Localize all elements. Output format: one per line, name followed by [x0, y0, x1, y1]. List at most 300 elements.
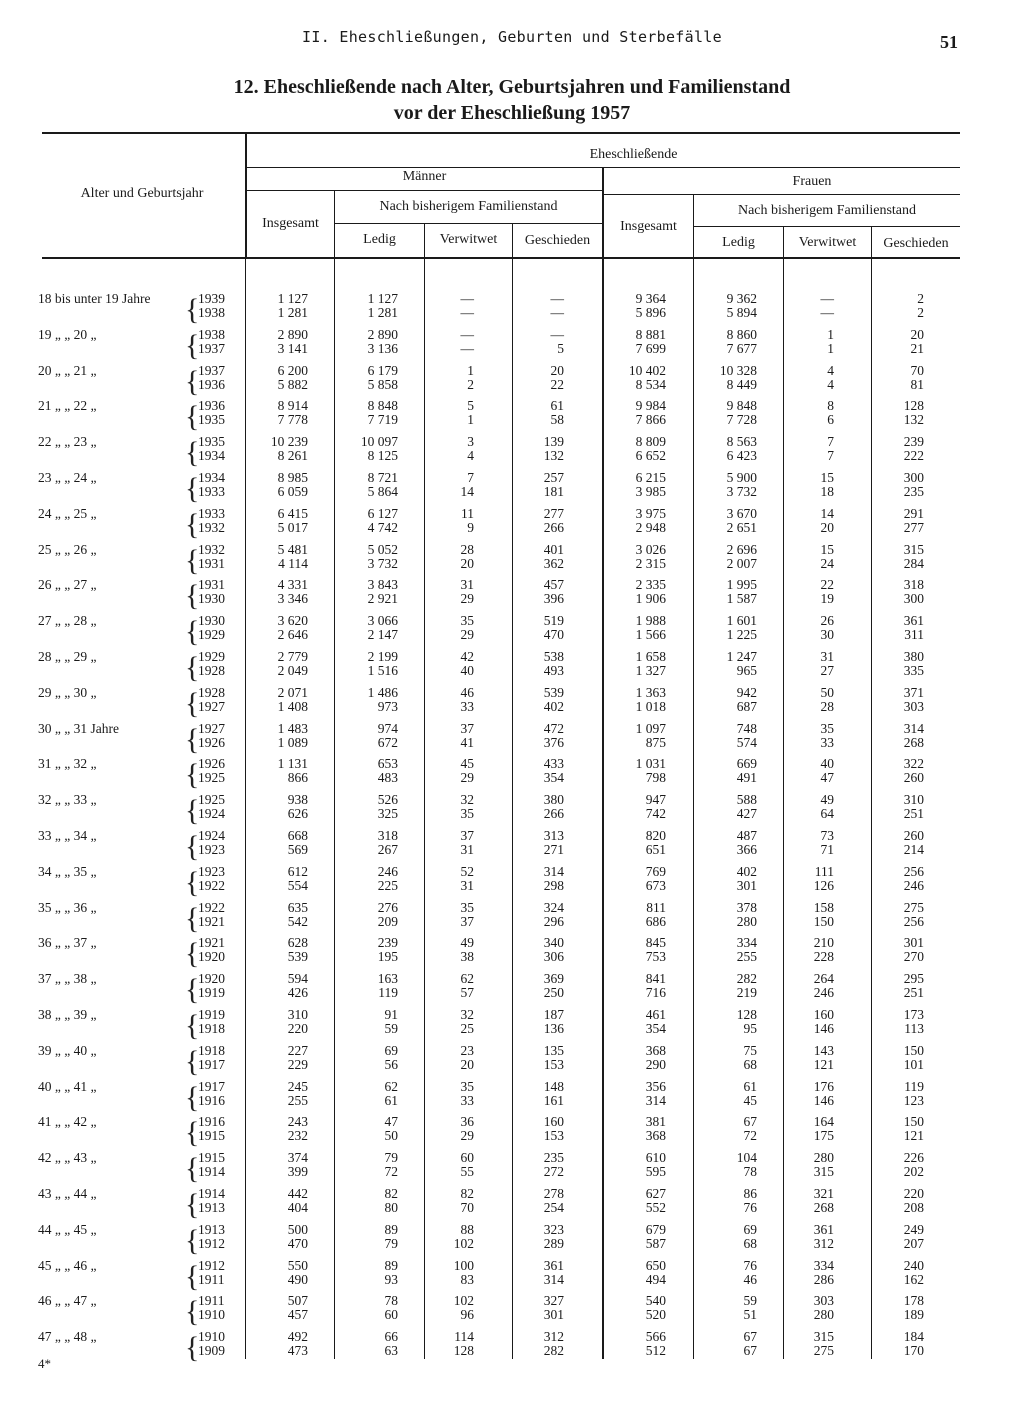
women-widowed-cell: 361 [813, 1221, 834, 1237]
men-total-cell: 3 346 [277, 591, 308, 607]
women-single-cell: 280 [736, 913, 757, 929]
women-single-cell: 748 [736, 720, 757, 736]
birth-year: 1926 [198, 756, 225, 772]
women-divorced-cell: 380 [903, 649, 924, 664]
men-total-cell: 470 [287, 1235, 308, 1251]
men-divorced-cell: 139 [543, 434, 564, 450]
table-row [0, 686, 1024, 722]
birth-year: 1909 [198, 1343, 225, 1359]
men-underline [247, 190, 602, 191]
top-rule [42, 132, 960, 134]
women-total-cell: 540 [645, 1293, 666, 1309]
men-single-cell: 89 [384, 1257, 398, 1273]
men-widowed-cell: 20 [460, 555, 474, 571]
women-single-cell: 10 328 [719, 362, 757, 378]
women-divorced-cell: 361 [903, 613, 924, 629]
women-widowed-cell: 28 [820, 698, 834, 714]
birth-year: 1922 [198, 899, 225, 915]
men-widowed-cell: 35 [460, 899, 474, 915]
table-row [0, 1294, 1024, 1330]
women-single-cell: 491 [736, 770, 757, 786]
men-single-cell: 195 [377, 949, 398, 965]
women-header: Frauen [792, 174, 832, 189]
women-total-cell: 595 [645, 1164, 666, 1180]
birth-year: 1923 [198, 863, 225, 879]
men-widowed-cell: 1 [467, 412, 474, 428]
men-divorced-cell: 22 [550, 376, 564, 392]
men-widowed-cell: 7 [467, 470, 474, 485]
men-widowed-cell: 38 [460, 949, 474, 965]
age-label: 32 „ „ 33 „ [38, 792, 97, 808]
women-divorced-cell: 249 [903, 1221, 924, 1237]
women-total-cell: 1 327 [635, 663, 666, 678]
age-label: 27 „ „ 28 „ [38, 613, 97, 629]
birth-year: 1937 [198, 340, 225, 356]
men-single-cell: 50 [384, 1128, 398, 1144]
age-label: 19 „ „ 20 „ [38, 326, 97, 342]
men-total-cell: 399 [287, 1164, 308, 1180]
women-divorced-cell: 310 [903, 792, 924, 808]
women-single-cell: 3 670 [726, 505, 757, 521]
women-divorced-cell: 300 [903, 591, 924, 607]
men-widowed-cell: 37 [460, 720, 474, 736]
table-row [0, 507, 1024, 543]
women-widowed-cell: 280 [813, 1150, 834, 1166]
women-widowed-cell: 8 [827, 398, 834, 414]
women-divorced-cell: 322 [903, 756, 924, 772]
men-divorced-cell: 250 [543, 985, 564, 1001]
birth-year: 1910 [198, 1307, 225, 1323]
men-widowed-cell: 14 [460, 484, 474, 499]
women-widowed-cell: 264 [813, 971, 834, 987]
women-total-cell: 610 [645, 1150, 666, 1166]
women-single-cell: 427 [736, 806, 757, 822]
men-total-cell: 6 059 [277, 484, 308, 499]
men-total-cell: 2 071 [277, 684, 308, 700]
women-total-cell: 5 896 [635, 305, 666, 320]
men-single-cell: 60 [384, 1307, 398, 1323]
men-widowed-cell: 2 [467, 376, 474, 392]
brace-glyph: { [185, 1223, 200, 1257]
women-single-cell: 942 [736, 684, 757, 700]
birth-year: 1929 [198, 649, 225, 664]
women-widowed-cell: 158 [813, 899, 834, 915]
women-single-cell: 669 [736, 756, 757, 772]
table-row [0, 865, 1024, 901]
women-single-cell: 72 [743, 1128, 757, 1144]
men-divorced-cell: 402 [543, 698, 564, 714]
brace-glyph: { [185, 615, 200, 649]
brace-glyph: { [185, 400, 200, 434]
age-label: 41 „ „ 42 „ [38, 1114, 97, 1130]
women-status-header: Nach bisherigem Familienstand [737, 203, 917, 218]
women-widowed-cell: 143 [813, 1042, 834, 1058]
women-single-cell: 378 [736, 899, 757, 915]
brace-glyph: { [185, 794, 200, 828]
men-single-cell: 1 127 [367, 291, 398, 306]
birth-year: 1917 [198, 1056, 225, 1072]
men-widowed-cell: 45 [460, 756, 474, 772]
age-label: 34 „ „ 35 „ [38, 863, 97, 879]
women-divorced-cell: 70 [910, 362, 924, 378]
age-label: 28 „ „ 29 „ [38, 649, 97, 664]
birth-year: 1924 [198, 806, 225, 822]
table-row [0, 972, 1024, 1008]
women-total-cell: 1 018 [635, 698, 666, 714]
birth-year: 1925 [198, 770, 225, 786]
men-single-cell: 2 890 [367, 326, 398, 342]
men-total-cell: 594 [287, 971, 308, 987]
women-total-cell: 1 097 [635, 720, 666, 736]
table-row [0, 936, 1024, 972]
men-widowed-cell: 3 [467, 434, 474, 450]
men-total-cell: 227 [287, 1042, 308, 1058]
men-single-cell: 93 [384, 1271, 398, 1287]
men-widowed-cell: 29 [460, 591, 474, 607]
men-widowed-cell: 62 [460, 971, 474, 987]
age-label: 18 bis unter 19 Jahre [38, 291, 151, 306]
birth-year: 1928 [198, 684, 225, 700]
age-label: 33 „ „ 34 „ [38, 828, 97, 843]
women-divorced-cell: 202 [903, 1164, 924, 1180]
women-single-cell: 255 [736, 949, 757, 965]
men-total-cell: 1 089 [277, 734, 308, 750]
women-total-cell: 6 652 [635, 448, 666, 464]
women-divorced-cell: 246 [903, 877, 924, 893]
men-total-cell: 5 481 [277, 541, 308, 557]
birth-year: 1935 [198, 412, 225, 428]
women-single-cell: 965 [736, 663, 757, 678]
men-widowed-cell: 35 [460, 806, 474, 822]
brace-glyph: { [185, 1116, 200, 1150]
women-divorced-cell: 208 [903, 1200, 924, 1215]
women-total-cell: 3 985 [635, 484, 666, 499]
birth-year: 1921 [198, 913, 225, 929]
women-total-cell: 552 [645, 1200, 666, 1215]
women-divorced-cell: 101 [903, 1056, 924, 1072]
age-label: 30 „ „ 31 Jahre [38, 720, 119, 736]
women-divorced-cell: 284 [903, 555, 924, 571]
men-divorced-cell: 396 [543, 591, 564, 607]
women-single-cell: 86 [743, 1186, 757, 1201]
women-total-cell: 520 [645, 1307, 666, 1323]
women-single-cell: 1 587 [726, 591, 757, 607]
women-divorced-cell: 235 [903, 484, 924, 499]
women-divorced-cell: 295 [903, 971, 924, 987]
women-divorced-cell: 301 [903, 935, 924, 951]
men-widowed-cell: 52 [460, 863, 474, 879]
women-widowed-cell: 30 [820, 627, 834, 643]
birth-year: 1933 [198, 484, 225, 499]
men-single-cell: 239 [377, 935, 398, 951]
women-widowed-cell: 160 [813, 1007, 834, 1022]
age-label: 24 „ „ 25 „ [38, 505, 97, 521]
men-divorced-cell: 136 [543, 1021, 564, 1036]
men-widowed-cell: 83 [460, 1271, 474, 1287]
women-single-cell: 366 [736, 842, 757, 857]
women-widowed-cell: 7 [827, 448, 834, 464]
men-divorced-cell: 278 [543, 1186, 564, 1201]
birth-year: 1939 [198, 291, 225, 306]
women-divorced-cell: 251 [903, 985, 924, 1001]
birth-year: 1911 [198, 1293, 225, 1309]
birth-year: 1914 [198, 1164, 225, 1180]
men-widowed-cell: 96 [460, 1307, 474, 1323]
men-single-cell: 5 052 [367, 541, 398, 557]
men-single-cell: 225 [377, 877, 398, 893]
women-total-cell: 947 [645, 792, 666, 808]
men-single-cell: 526 [377, 792, 398, 808]
birth-year: 1914 [198, 1186, 225, 1201]
birth-year: 1920 [198, 971, 225, 987]
men-widowed-cell: 31 [460, 577, 474, 593]
women-divorced-cell: 178 [903, 1293, 924, 1309]
women-divorced-cell: 123 [903, 1092, 924, 1108]
women-divorced-cell: 121 [903, 1128, 924, 1144]
women-total-cell: 356 [645, 1078, 666, 1094]
age-label: 40 „ „ 41 „ [38, 1078, 97, 1094]
men-widowed-cell: 102 [453, 1293, 474, 1309]
men-single-cell: 82 [384, 1186, 398, 1201]
women-total-cell: 1 988 [635, 613, 666, 629]
men-total-cell: 426 [287, 985, 308, 1001]
men-widowed-cell: 42 [460, 649, 474, 664]
women-divorced-cell: 256 [903, 863, 924, 879]
birth-year: 1912 [198, 1257, 225, 1273]
women-single-cell: 67 [743, 1343, 757, 1359]
age-label: 35 „ „ 36 „ [38, 899, 97, 915]
brace-glyph: { [185, 1188, 200, 1221]
men-single-cell: 5 864 [367, 484, 398, 499]
women-total-cell: 2 315 [635, 555, 666, 571]
women-widowed-cell: 40 [820, 756, 834, 772]
men-total-cell: 500 [287, 1221, 308, 1237]
men-divorced-cell: 257 [543, 470, 564, 485]
men-widowed-cell: 57 [460, 985, 474, 1001]
table-row [0, 1223, 1024, 1259]
women-single-cell: 46 [743, 1271, 757, 1287]
men-divorced-cell: 277 [543, 505, 564, 521]
women-total-cell: 6 215 [635, 470, 666, 485]
women-single-cell: 334 [736, 935, 757, 951]
men-widowed-cell: 37 [460, 828, 474, 843]
men-total-cell: 8 985 [277, 470, 308, 485]
men-total-cell: 3 620 [277, 613, 308, 629]
women-divorced-cell: 207 [903, 1235, 924, 1251]
women-total-cell: 8 809 [635, 434, 666, 450]
table-row [0, 1115, 1024, 1151]
birth-year: 1913 [198, 1200, 225, 1215]
age-label: 25 „ „ 26 „ [38, 541, 97, 557]
women-widowed-cell: 35 [820, 720, 834, 736]
age-label: 44 „ „ 45 „ [38, 1221, 97, 1237]
men-single-cell: 10 097 [360, 434, 398, 450]
men-divorced-cell: 272 [543, 1164, 564, 1180]
men-divorced-cell: 148 [543, 1078, 564, 1094]
women-divorced-cell: 220 [903, 1186, 924, 1201]
men-divorced-cell: 312 [543, 1329, 564, 1345]
women-widowed-cell: 315 [813, 1329, 834, 1345]
birth-year: 1921 [198, 935, 225, 951]
men-total-cell: 374 [287, 1150, 308, 1166]
birth-year: 1931 [198, 577, 225, 593]
women-divorced-cell: 260 [903, 770, 924, 786]
men-single-cell: 4 742 [367, 519, 398, 535]
age-label: 22 „ „ 23 „ [38, 434, 97, 450]
age-label: 37 „ „ 38 „ [38, 971, 97, 987]
women-widowed-cell: 111 [814, 863, 834, 879]
men-divorced-cell: 369 [543, 971, 564, 987]
men-widowed-cell: — [460, 326, 474, 342]
women-divorced-cell: 2 [917, 291, 924, 306]
birth-year: 1912 [198, 1235, 225, 1251]
birth-year: 1915 [198, 1150, 225, 1166]
birth-year: 1915 [198, 1128, 225, 1144]
women-divorced-cell: 170 [903, 1343, 924, 1359]
birth-year: 1920 [198, 949, 225, 965]
men-divorced-cell: 271 [543, 842, 564, 857]
women-single-cell: 219 [736, 985, 757, 1001]
men-divorced-cell: 470 [543, 627, 564, 643]
men-total-cell: 4 331 [277, 577, 308, 593]
women-widowed-cell: 164 [813, 1114, 834, 1130]
men-total-cell: 7 778 [277, 412, 308, 428]
table-title-line1: 12. Eheschließende nach Alter, Geburtsjahren und Familienstand [233, 76, 791, 98]
age-label: 47 „ „ 48 „ [38, 1329, 97, 1345]
men-total-cell: 2 646 [277, 627, 308, 643]
men-widowed-cell: 88 [460, 1221, 474, 1237]
men-divorced-cell: 296 [543, 913, 564, 929]
women-single-cell: 59 [743, 1293, 757, 1309]
men-divorced-cell: 266 [543, 806, 564, 822]
brace-glyph: { [185, 1009, 200, 1042]
women-total-cell: 820 [645, 828, 666, 843]
women-divorced-cell: 162 [903, 1271, 924, 1287]
women-total-cell: 673 [645, 877, 666, 893]
men-total-cell: 457 [287, 1307, 308, 1323]
women-total-cell: 1 566 [635, 627, 666, 643]
birth-year: 1919 [198, 985, 225, 1001]
women-single-cell: 5 894 [726, 305, 757, 320]
women-widowed-cell: 33 [820, 734, 834, 750]
men-divorced-cell: 5 [557, 340, 564, 356]
women-divorced-cell: 256 [903, 913, 924, 929]
birth-year: 1931 [198, 555, 225, 571]
women-divorced-cell: 335 [903, 663, 924, 678]
age-label: 20 „ „ 21 „ [38, 362, 97, 378]
men-single-cell: 7 719 [367, 412, 398, 428]
age-label: 36 „ „ 37 „ [38, 935, 97, 951]
men-total-cell: 866 [287, 770, 308, 786]
men-divorced-cell: 306 [543, 949, 564, 965]
table-row [0, 614, 1024, 650]
women-single-cell: 1 601 [726, 613, 757, 629]
men-widowed-cell: 9 [467, 519, 474, 535]
birth-year: 1934 [198, 470, 225, 485]
birth-year: 1937 [198, 362, 225, 378]
women-widowed-cell: 334 [813, 1257, 834, 1273]
men-widowed-cell: 82 [460, 1186, 474, 1201]
men-single-cell: 8 721 [367, 470, 398, 485]
women-total-cell: 3 975 [635, 505, 666, 521]
women-divorced-cell: 314 [903, 720, 924, 736]
men-single-cell: 79 [384, 1235, 398, 1251]
men-widowed-cell: — [460, 305, 474, 320]
men-divorced-cell: 538 [543, 649, 564, 664]
men-total-cell: 245 [287, 1078, 308, 1094]
men-single-cell: 119 [378, 985, 398, 1001]
table-row [0, 435, 1024, 471]
birth-year: 1919 [198, 1007, 225, 1022]
men-total-cell: 612 [287, 863, 308, 879]
men-total-cell: 243 [287, 1114, 308, 1130]
women-widowed-cell: 268 [813, 1200, 834, 1215]
men-divorced-cell: 289 [543, 1235, 564, 1251]
men-divorced-cell: 493 [543, 663, 564, 678]
women-total-cell: 461 [645, 1007, 666, 1022]
women-widowed-cell: — [820, 291, 834, 306]
table-row [0, 1008, 1024, 1044]
age-label: 23 „ „ 24 „ [38, 470, 97, 485]
women-total-cell: 7 699 [635, 340, 666, 356]
birth-year: 1924 [198, 828, 225, 843]
women-widowed-cell: 312 [813, 1235, 834, 1251]
women-total-cell: 679 [645, 1221, 666, 1237]
brace-glyph: { [185, 364, 200, 398]
men-single-cell: 3 136 [367, 340, 398, 356]
women-widowed-cell: 176 [813, 1078, 834, 1094]
men-divorced-cell: 401 [543, 541, 564, 557]
men-widowed-cell: 60 [460, 1150, 474, 1166]
women-single-cell: 6 423 [726, 448, 757, 464]
women-single-cell: 402 [736, 863, 757, 879]
brace-glyph: { [185, 1295, 200, 1329]
men-single-cell: 2 199 [367, 649, 398, 664]
women-widowed-cell: 26 [820, 613, 834, 629]
women-total-cell: 10 402 [628, 362, 666, 378]
men-divorced-cell: 298 [543, 877, 564, 893]
women-widowed-cell: — [820, 305, 834, 320]
men-divorced-cell: 301 [543, 1307, 564, 1323]
table-row [0, 1259, 1024, 1295]
women-total-cell: 1 031 [635, 756, 666, 772]
women-total-cell: 494 [645, 1271, 666, 1287]
brace-glyph: { [185, 1331, 200, 1365]
men-total-cell: 255 [287, 1092, 308, 1108]
women-widowed-cell: 19 [820, 591, 834, 607]
women-total-cell: 314 [645, 1092, 666, 1108]
women-total-cell: 7 866 [635, 412, 666, 428]
men-total-cell: 2 049 [277, 663, 308, 678]
age-label: 46 „ „ 47 „ [38, 1293, 97, 1309]
men-single-cell: 3 843 [367, 577, 398, 593]
women-total-cell: 753 [645, 949, 666, 965]
women-widowed-cell: 15 [820, 470, 834, 485]
men-single-cell: 672 [377, 734, 398, 750]
men-widowed-cell: 35 [460, 613, 474, 629]
brace-glyph: { [185, 937, 200, 971]
men-single-cell: 61 [384, 1092, 398, 1108]
men-single-cell: 91 [384, 1007, 398, 1022]
birth-year: 1938 [198, 326, 225, 342]
table-row [0, 1330, 1024, 1366]
men-divorced-cell: 282 [543, 1343, 564, 1359]
women-divorced-cell: 173 [903, 1007, 924, 1022]
men-divorced-cell: 539 [543, 684, 564, 700]
group-header: Eheschließende [589, 147, 678, 162]
birth-year: 1927 [198, 720, 225, 736]
table-row [0, 399, 1024, 435]
